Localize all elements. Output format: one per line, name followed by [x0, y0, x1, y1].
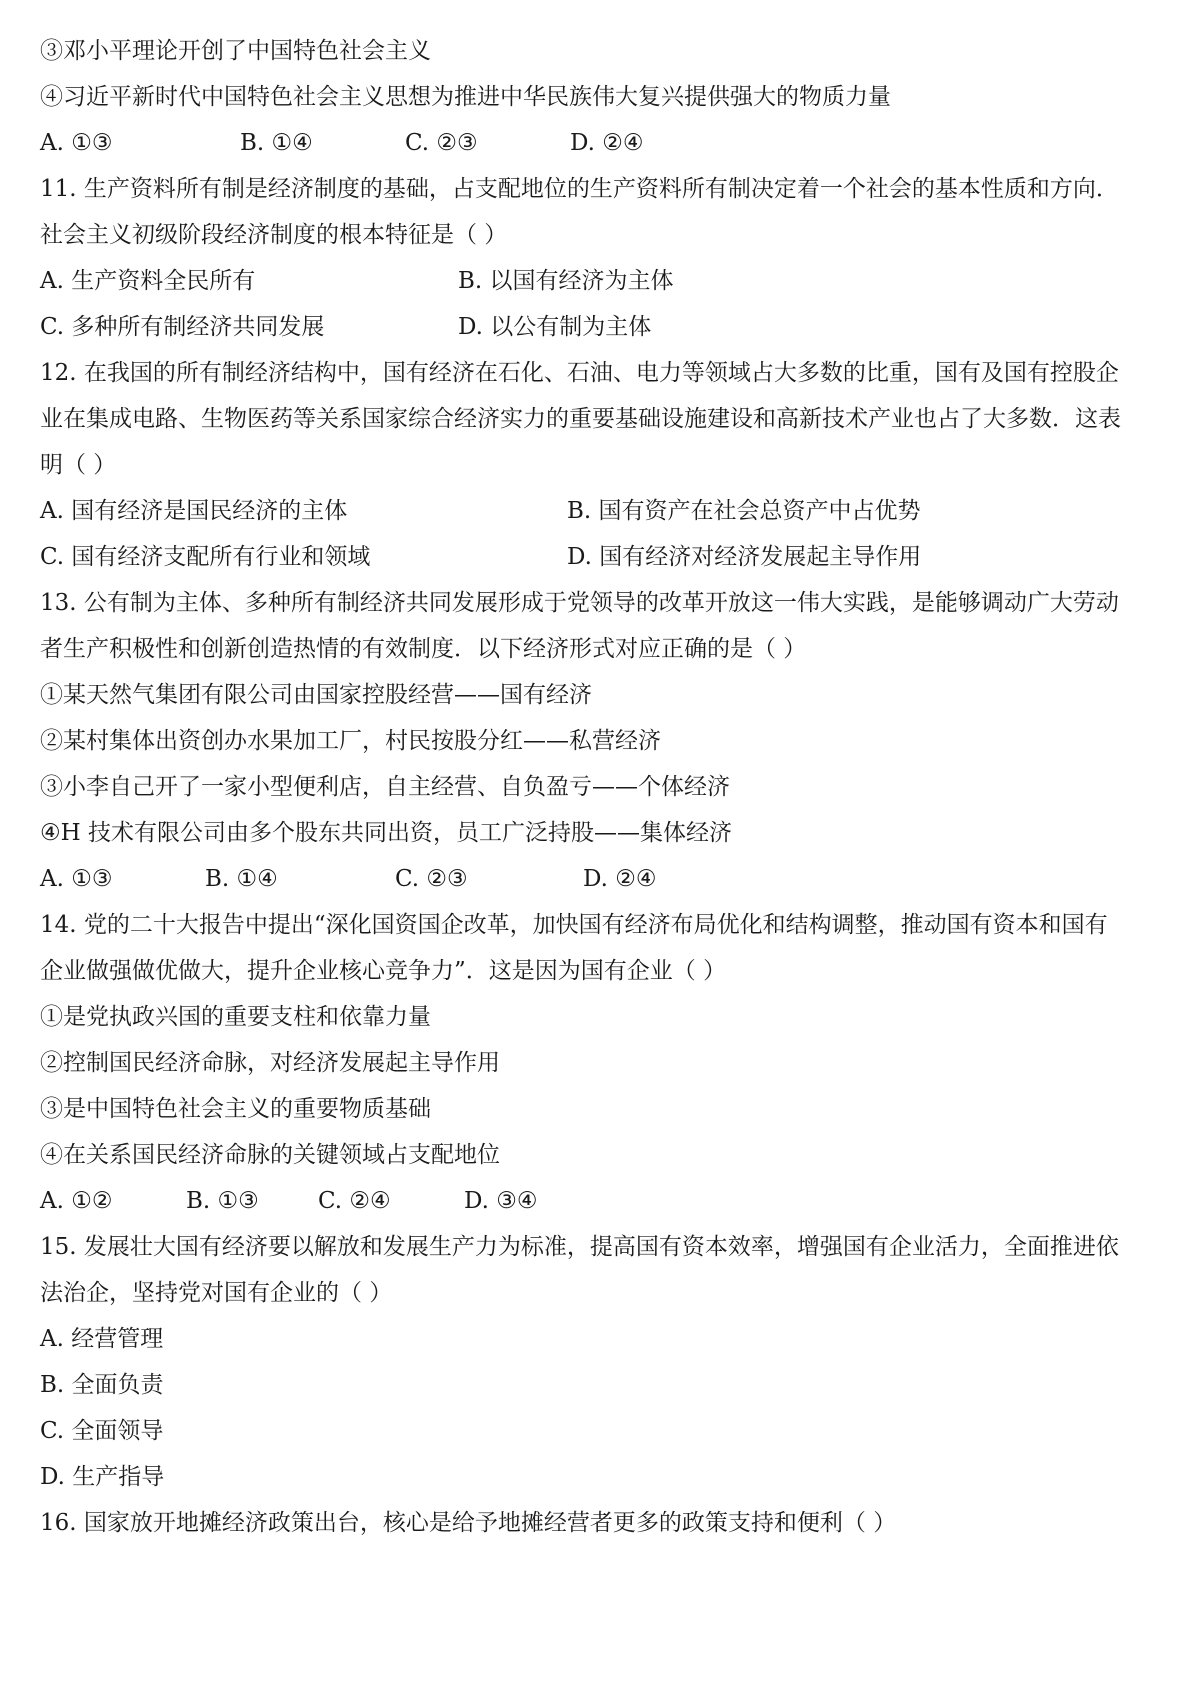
q16-stem-line-1: 16. 国家放开地摊经济政策出台，核心是给予地摊经营者更多的政策支持和便利（ ） [40, 1510, 897, 1536]
q14-option-c: C. ②④ [318, 1188, 391, 1214]
q10-option-d: D. ②④ [570, 130, 644, 156]
q10-option-b: B. ①④ [240, 130, 313, 156]
q14-item-3: ③是中国特色社会主义的重要物质基础 [40, 1096, 431, 1122]
q10-item-3: ③邓小平理论开创了中国特色社会主义 [40, 38, 431, 64]
q14-option-a: A. ①② [40, 1188, 113, 1214]
q11-stem-line-1: 11. 生产资料所有制是经济制度的基础，占支配地位的生产资料所有制决定着一个社会的基本性质和方向． [40, 176, 1119, 202]
q11-option-b: B. 以国有经济为主体 [458, 268, 674, 294]
q13-option-c: C. ②③ [395, 866, 468, 892]
q13-item-2: ②某村集体出资创办水果加工厂，村民按股分红——私营经济 [40, 728, 661, 754]
q11-option-a: A. 生产资料全民所有 [40, 268, 256, 294]
q14-item-1: ①是党执政兴国的重要支柱和依靠力量 [40, 1004, 431, 1030]
q12-option-b: B. 国有资产在社会总资产中占优势 [567, 498, 921, 524]
q14-option-d: D. ③④ [464, 1188, 538, 1214]
q13-item-1: ①某天然气集团有限公司由国家控股经营——国有经济 [40, 682, 592, 708]
q11-options-row-2 [40, 312, 1160, 342]
q10-item-4: ④习近平新时代中国特色社会主义思想为推进中华民族伟大复兴提供强大的物质力量 [40, 84, 891, 110]
q11-options-row-1 [40, 266, 1160, 296]
q11-option-c: C. 多种所有制经济共同发展 [40, 314, 325, 340]
q13-item-3: ③小李自己开了一家小型便利店，自主经营、自负盈亏——个体经济 [40, 774, 730, 800]
q14-item-4: ④在关系国民经济命脉的关键领域占支配地位 [40, 1142, 500, 1168]
q13-item-4: ④H 技术有限公司由多个股东共同出资，员工广泛持股——集体经济 [40, 820, 732, 846]
q12-option-c: C. 国有经济支配所有行业和领域 [40, 544, 371, 570]
q15-option-d: D. 生产指导 [40, 1464, 165, 1490]
q13-option-d: D. ②④ [583, 866, 657, 892]
q10-option-c: C. ②③ [405, 130, 478, 156]
q13-option-b: B. ①④ [205, 866, 278, 892]
q15-stem-line-1: 15. 发展壮大国有经济要以解放和发展生产力为标准，提高国有资本效率，增强国有企业活力，全面推进依 [40, 1234, 1119, 1260]
q13-stem-line-1: 13. 公有制为主体、多种所有制经济共同发展形成于党领导的改革开放这一伟大实践，是能够调动广大劳动 [40, 590, 1119, 616]
q14-options [40, 1186, 1160, 1216]
q12-option-d: D. 国有经济对经济发展起主导作用 [567, 544, 922, 570]
q15-option-c: C. 全面领导 [40, 1418, 164, 1444]
q10-options [40, 128, 1160, 158]
q14-stem-line-1: 14. 党的二十大报告中提出“深化国资国企改革，加快国有经济布局优化和结构调整，推动国有资本和国有 [40, 912, 1108, 938]
q15-option-a: A. 经营管理 [40, 1326, 164, 1352]
q10-option-a: A. ①③ [40, 130, 113, 156]
q13-options [40, 864, 1160, 894]
q14-option-b: B. ①③ [186, 1188, 259, 1214]
q12-options-row-1 [40, 496, 1160, 526]
q12-options-row-2 [40, 542, 1160, 572]
q13-stem-line-2: 者生产积极性和创新创造热情的有效制度．以下经济形式对应正确的是（ ） [40, 636, 807, 662]
q14-stem-line-2: 企业做强做优做大，提升企业核心竞争力”．这是因为国有企业（ ） [40, 958, 727, 984]
q12-stem-line-1: 12. 在我国的所有制经济结构中，国有经济在石化、石油、电力等领域占大多数的比重，国有及国有控股企 [40, 360, 1119, 386]
q12-stem-line-2: 业在集成电路、生物医药等关系国家综合经济实力的重要基础设施建设和高新技术产业也占了大多数．这表 [40, 406, 1121, 432]
q11-option-d: D. 以公有制为主体 [458, 314, 652, 340]
q12-stem-line-3: 明（ ） [40, 452, 117, 478]
q15-stem-line-2: 法治企，坚持党对国有企业的（ ） [40, 1280, 393, 1306]
q14-item-2: ②控制国民经济命脉，对经济发展起主导作用 [40, 1050, 500, 1076]
q11-stem-line-2: 社会主义初级阶段经济制度的根本特征是（ ） [40, 222, 508, 248]
q12-option-a: A. 国有经济是国民经济的主体 [40, 498, 348, 524]
q15-option-b: B. 全面负责 [40, 1372, 164, 1398]
q13-option-a: A. ①③ [40, 866, 113, 892]
